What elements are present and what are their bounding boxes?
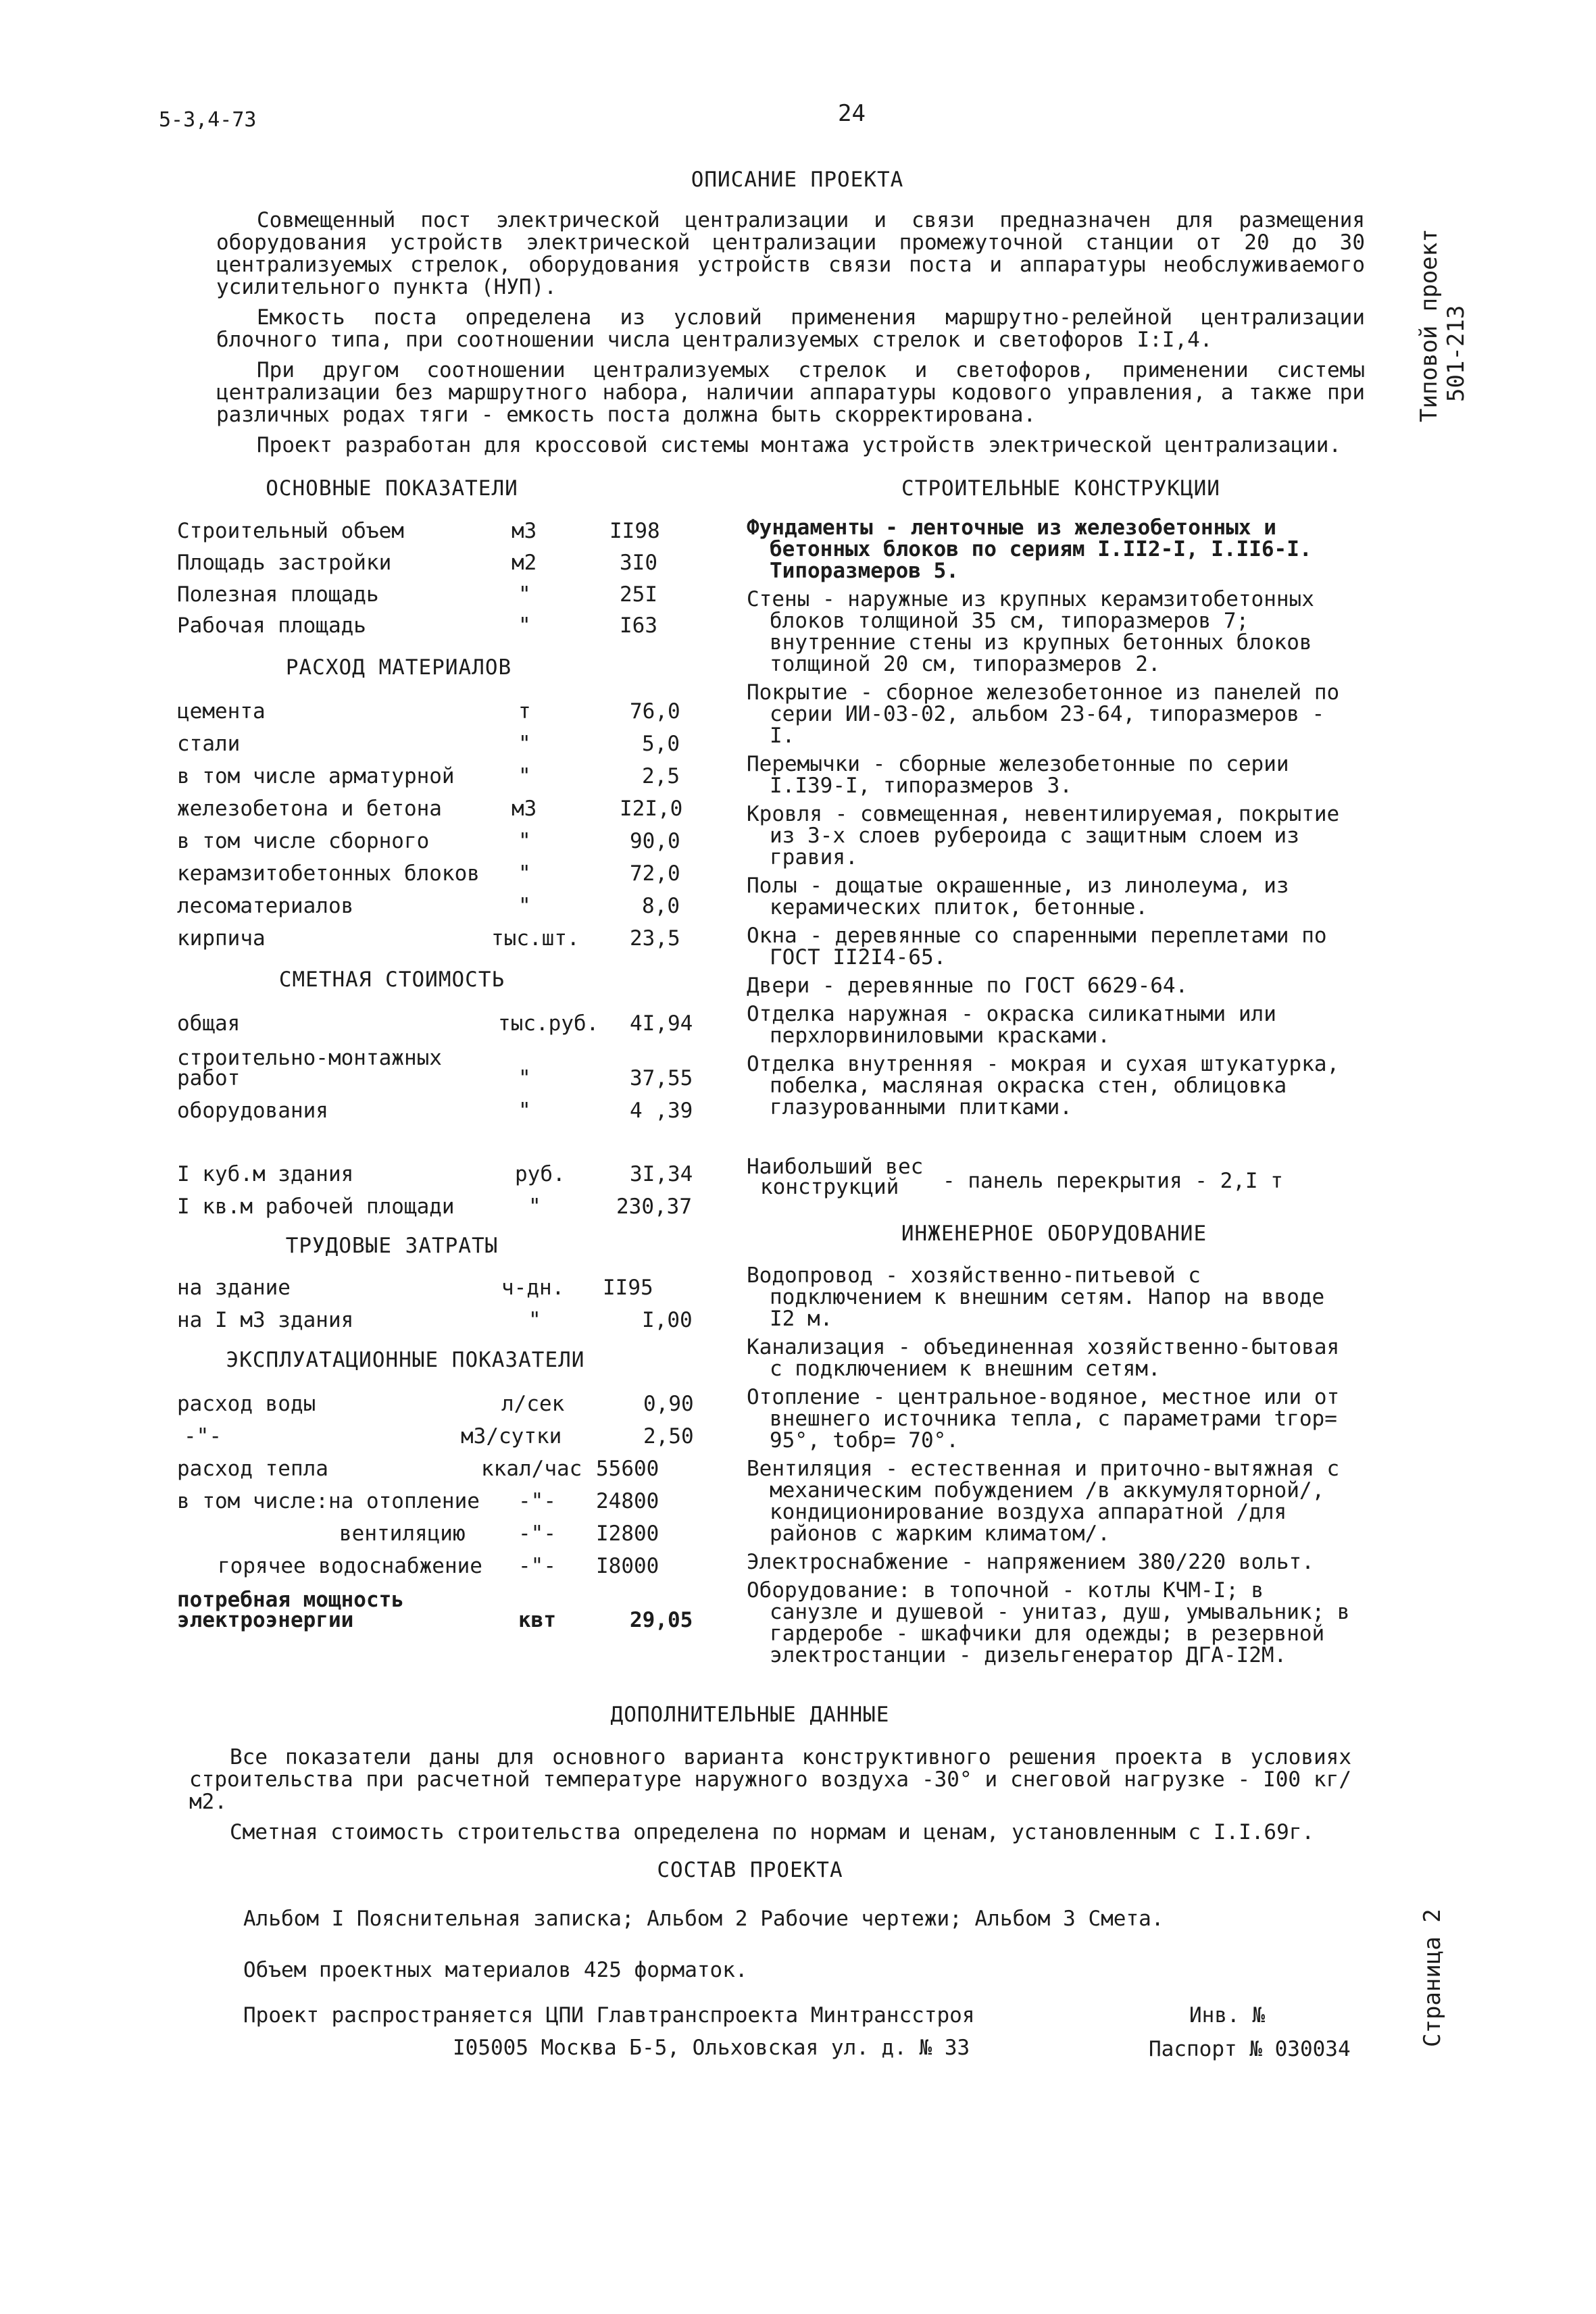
exploit-value: I8000 [596,1554,659,1578]
struct-item: Фундаменты - ленточные из железобетонных и бетонных блоков по сериям I.II2-I, I.II6-I. Типоразмеров 5. [747,515,1312,583]
material-value: 23,5 [630,926,680,951]
labor-name: на здание [177,1276,291,1300]
indicator-name: Площадь застройки [177,551,392,575]
footer-distributor: Проект распространяется ЦПИ Главтранспроекта Минтрансстроя [243,2003,975,2028]
material-value: 2,5 [642,764,680,788]
labor-unit: ч-дн. [501,1276,565,1300]
material-name: железобетона и бетона [177,797,442,821]
footer-passport: Паспорт № 030034 [1149,2037,1351,2061]
material-unit: тыс.шт. [491,926,580,951]
material-name: керамзитобетонных блоков [177,861,480,886]
material-value: 90,0 [630,829,680,853]
struct-item: Перемычки - сборные железобетонные по серии I.I39-I, типоразмеров 3. [747,752,1289,798]
max-weight [747,1157,923,1197]
indicator-name: Строительный объем [177,519,404,543]
exploit-name: потребная мощность [177,1588,404,1612]
material-unit: " [518,829,531,853]
struct-item: Отделка наружная - окраска силикатными или перхлорвиниловыми красками. [747,1002,1276,1048]
material-unit: " [518,861,531,886]
struct-item: Стены - наружные из крупных керамзитобетонных блоков толщиной 35 см, типоразмеров 7; внутренние стены из крупных бетонных блоков толщиной 20 см, типоразмеров 2. [747,587,1314,676]
cost-name-line2: работ [177,1066,241,1090]
indicator-value: II98 [609,519,660,543]
cost-unit: тыс.руб. [498,1011,599,1036]
composition-volume: Объем проектных материалов 425 форматок. [243,1958,748,1982]
side-project-label [1416,228,1470,422]
material-name: лесоматериалов [177,894,354,918]
exploit-name: -"- [184,1424,222,1449]
exploit-value: 0,90 [643,1392,694,1416]
side-project-line1: Типовой проект [1416,228,1443,422]
exploit-name: расход тепла [177,1457,328,1481]
exploit-value: 29,05 [630,1608,693,1632]
exploit-unit: -"- [518,1489,556,1513]
cost-unit: " [528,1194,541,1219]
labor-value: II95 [603,1276,653,1300]
cost-name: общая [177,1011,241,1036]
exploit-value: 24800 [596,1489,659,1513]
additional-paragraph-2: Сметная стоимость строительства определена по нормам и ценам, установленным с I.I.69г. [230,1820,1315,1844]
indicator-value: 25I [620,582,657,607]
material-value: 5,0 [642,732,680,756]
cost-title: СМЕТНАЯ СТОИМОСТЬ [278,967,505,992]
struct-item: Полы - дощатые окрашенные, из линолеума, из керамических плиток, бетонные. [747,874,1289,920]
engineering-title: ИНЖЕНЕРНОЕ ОБОРУДОВАНИЕ [901,1222,1207,1246]
footer-address: I05005 Москва Б-5, Ольховская ул. д. № 33 [453,2036,970,2060]
exploit-unit: ккал/час [481,1457,582,1481]
cost-value: 37,55 [630,1066,693,1090]
side-page-text: Страница 2 [1419,1909,1446,2047]
additional-text [189,1746,1351,1852]
exploit-value: 2,50 [643,1424,694,1449]
structures-list [747,517,1358,1125]
exploitation-title: ЭКСПЛУАТАЦИОННЫЕ ПОКАЗАТЕЛИ [226,1348,585,1372]
cost-name: строительно-монтажных [177,1046,442,1070]
additional-title: ДОПОЛНИТЕЛЬНЫЕ ДАННЫЕ [610,1703,890,1727]
material-unit: " [518,894,531,918]
intro [216,209,1365,465]
material-name: в том числе арматурной [177,764,455,788]
labor-title: ТРУДОВЫЕ ЗАТРАТЫ [285,1234,499,1258]
page-number: 24 [838,100,866,127]
material-unit: т [518,699,531,724]
max-weight-value: - панель перекрытия - 2,I т [943,1169,1283,1193]
exploit-unit: м3/сутки [461,1424,562,1449]
cost-name: I кв.м рабочей площади [177,1194,455,1219]
struct-item: Окна - деревянные со спаренными переплетами по ГОСТ II2I4-65. [747,924,1327,970]
eng-item: Канализация - объединенная хозяйственно-бытовая с подключением к внешним сетям. [747,1335,1340,1381]
structures-title: СТРОИТЕЛЬНЫЕ КОНСТРУКЦИИ [901,476,1220,501]
indicator-unit: м2 [512,551,537,575]
material-name: в том числе сборного [177,829,430,853]
material-value: 72,0 [630,861,680,886]
eng-item: Отопление - центральное-водяное, местное или от внешнего источника тепла, с параметрами tгор= 95°, tобр= 70°. [747,1385,1340,1453]
exploit-name: расход воды [177,1392,316,1416]
composition-title: СОСТАВ ПРОЕКТА [657,1858,843,1882]
struct-item: Двери - деревянные по ГОСТ 6629-64. [747,974,1189,998]
labor-unit: " [528,1308,541,1332]
exploit-name: горячее водоснабжение [218,1554,482,1578]
max-weight-label-2: конструкций [760,1175,899,1199]
cost-name: I куб.м здания [177,1162,354,1186]
struct-item: Отделка внутренняя - мокрая и сухая штукатурка, побелка, масляная окраска стен, облицовка глазурованными плитками. [747,1052,1340,1120]
cost-value: 4I,94 [630,1011,693,1036]
intro-paragraph-1: Совмещенный пост электрической централизации и связи предназначен для размещения оборудования устройств электрической централизации промежуточной станции от 20 до 30 централизуемых стрелок, оборудования устройств связи поста и аппаратуры необслуживаемого усилительного пункта (НУП). [216,208,1365,299]
intro-paragraph-4: Проект разработан для кроссовой системы монтажа устройств электрической централизации. [257,433,1342,457]
cost-value: 3I,34 [630,1162,693,1186]
cost-unit: руб. [515,1162,566,1186]
indicator-name: Полезная площадь [177,582,379,607]
exploit-name-line2: электроэнергии [177,1608,354,1632]
eng-item: Водопровод - хозяйственно-питьевой с подключением к внешним сетям. Напор на вводе I2 м. [747,1263,1325,1331]
additional-paragraph-1: Все показатели даны для основного варианта конструктивного решения проекта в условиях строительства при расчетной температуре наружного воздуха -30° и снеговой нагрузке - I00 кг/м2. [189,1745,1351,1814]
eng-item: Вентиляция - естественная и приточно-вытяжная с механическим побуждением /в аккумуляторной/, кондиционирование воздуха аппаратной /для районов с жарким климатом/. [747,1457,1340,1546]
exploit-name: вентиляцию [339,1521,466,1546]
composition-albums: Альбом I Пояснительная записка; Альбом 2 Рабочие чертежи; Альбом 3 Смета. [243,1907,1164,1931]
footer-inventory: Инв. № [1189,2003,1265,2028]
struct-item: Покрытие - сборное железобетонное из панелей по серии ИИ-03-02, альбом 23-64, типоразмеров - I. [747,680,1340,748]
material-value: 8,0 [642,894,680,918]
cost-unit: " [518,1099,531,1123]
indicator-value: I63 [620,613,657,638]
indicator-unit: м3 [512,519,537,543]
exploit-unit: л/сек [501,1392,565,1416]
indicator-unit: " [518,613,531,638]
cost-unit: " [518,1066,531,1090]
material-name: стали [177,732,241,756]
side-project-line2: 501-213 [1443,305,1470,402]
main-indicators-title: ОСНОВНЫЕ ПОКАЗАТЕЛИ [266,476,518,501]
exploit-value: 55600 [596,1457,659,1481]
document-code: 5-3,4-73 [159,108,257,132]
page-title: ОПИСАНИЕ ПРОЕКТА [691,168,904,192]
exploit-unit: -"- [518,1554,556,1578]
material-value: I2I,0 [620,797,683,821]
material-value: 76,0 [630,699,680,724]
cost-name: оборудования [177,1099,328,1123]
exploit-name: в том числе:на отопление [177,1489,480,1513]
material-unit: " [518,732,531,756]
cost-value: 4 ,39 [630,1099,693,1123]
exploit-unit: квт [518,1608,556,1632]
intro-paragraph-3: При другом соотношении централизуемых стрелок и светофоров, применении системы централизации без маршрутного набора, наличии аппаратуры кодового управления, а также при различных родах тяги - емкость поста должна быть скорректирована. [216,358,1365,427]
indicator-unit: " [518,582,531,607]
max-weight-label-1: Наибольший вес [747,1155,924,1179]
materials-title: РАСХОД МАТЕРИАЛОВ [285,655,512,680]
intro-paragraph-2: Емкость поста определена из условий применения маршрутно-релейной централизации блочного типа, при соотношении числа централизуемых стрелок и светофоров I:I,4. [216,305,1365,352]
labor-value: I,00 [642,1308,693,1332]
engineering-list [747,1265,1358,1673]
struct-item: Кровля - совмещенная, невентилируемая, покрытие из 3-х слоев рубероида с защитным слоем из гравия. [747,802,1340,870]
indicator-name: Рабочая площадь [177,613,366,638]
material-unit: " [518,764,531,788]
labor-name: на I м3 здания [177,1308,354,1332]
material-name: цемента [177,699,266,724]
exploit-unit: -"- [518,1521,556,1546]
material-name: кирпича [177,926,266,951]
cost-value: 230,37 [616,1194,692,1219]
side-page-label [1419,1909,1446,2047]
eng-item: Электроснабжение - напряжением 380/220 вольт. [747,1550,1314,1574]
exploit-value: I2800 [596,1521,659,1546]
eng-item: Оборудование: в топочной - котлы КЧМ-I; в санузле и душевой - унитаз, душ, умывальник; в гардеробе - шкафчики для одежды; в резервной электростанции - дизельгенератор ДГА-I2М. [747,1578,1350,1667]
indicator-value: 3I0 [620,551,657,575]
material-unit: м3 [512,797,537,821]
